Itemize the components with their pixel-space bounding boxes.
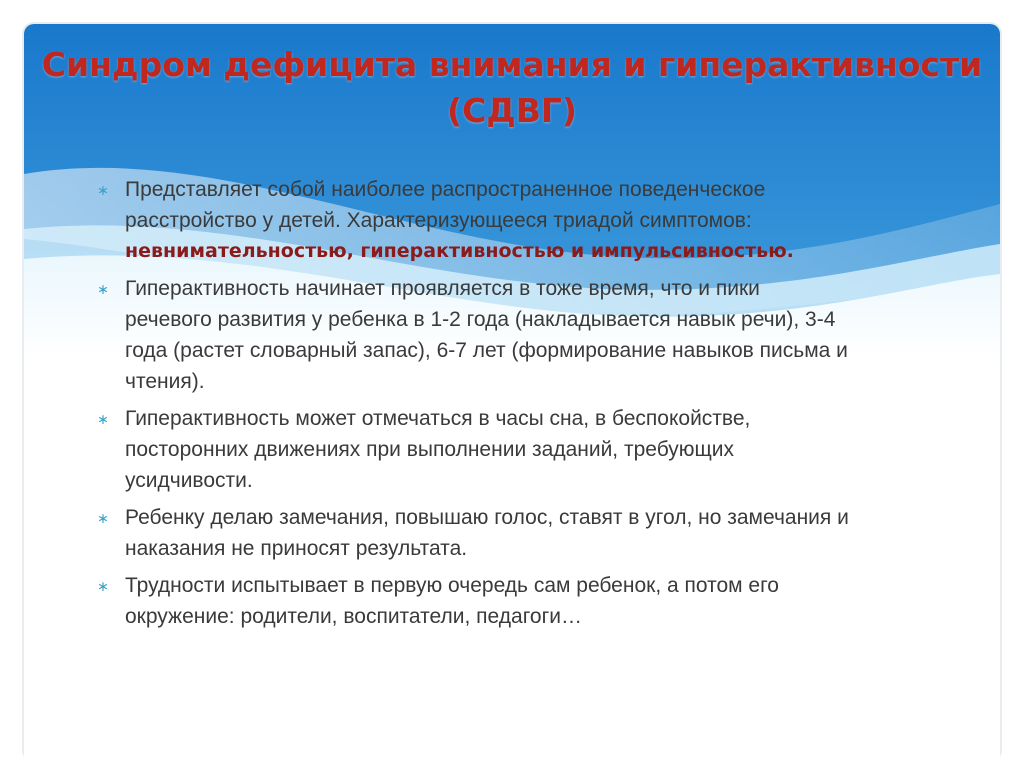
bullet-text-line: Гиперактивность может отмечаться в часы сна, в беспокойстве, [125, 407, 751, 430]
bullet-item-difficulties [94, 570, 974, 632]
slide-title [24, 42, 1000, 134]
slide-title-line-2: (СДВГ) [447, 91, 577, 130]
bullet-text-line: Трудности испытывает в первую очередь сам ребенок, а потом его [125, 574, 779, 597]
slide-title-line-1: Синдром дефицита внимания и гиперактивности [41, 45, 983, 84]
bullet-text-line: Гиперактивность начинает проявляется в тоже время, что и пики [125, 277, 760, 300]
bullet-text-line: Представляет собой наиболее распространенное поведенческое [125, 178, 766, 201]
bullet-list [94, 174, 974, 638]
symptoms-emphasis: невнимательностью, гиперактивностью и импульсивностью. [125, 240, 794, 262]
bullet-star-icon: ∗ [97, 182, 109, 198]
bullet-text-line: усидчивости. [125, 469, 253, 492]
bullet-item-reprimands [94, 502, 974, 564]
bullet-star-icon: ∗ [97, 281, 109, 297]
bullet-star-icon: ∗ [97, 578, 109, 594]
bullet-text-line: окружение: родители, воспитатели, педагоги… [125, 605, 582, 628]
bullet-item-manifestation [94, 403, 974, 496]
bullet-text-line: года (растет словарный запас), 6-7 лет (формирование навыков письма и [125, 339, 848, 362]
bullet-item-definition [94, 174, 974, 267]
bullet-star-icon: ∗ [97, 411, 109, 427]
bullet-text-line: расстройство у детей. Характеризующееся триадой симптомов: [125, 209, 752, 232]
bullet-item-onset [94, 273, 974, 397]
bullet-text-line: наказания не приносят результата. [125, 537, 468, 560]
bullet-text-line: посторонних движениях при выполнении заданий, требующих [125, 438, 735, 461]
bullet-text-line: чтения). [125, 370, 205, 393]
bullet-star-icon: ∗ [97, 510, 109, 526]
bullet-text-line: речевого развития у ребенка в 1-2 года (накладывается навык речи), 3-4 [125, 308, 836, 331]
bullet-text-line: Ребенку делаю замечания, повышаю голос, ставят в угол, но замечания и [125, 506, 849, 529]
slide [24, 24, 1000, 767]
